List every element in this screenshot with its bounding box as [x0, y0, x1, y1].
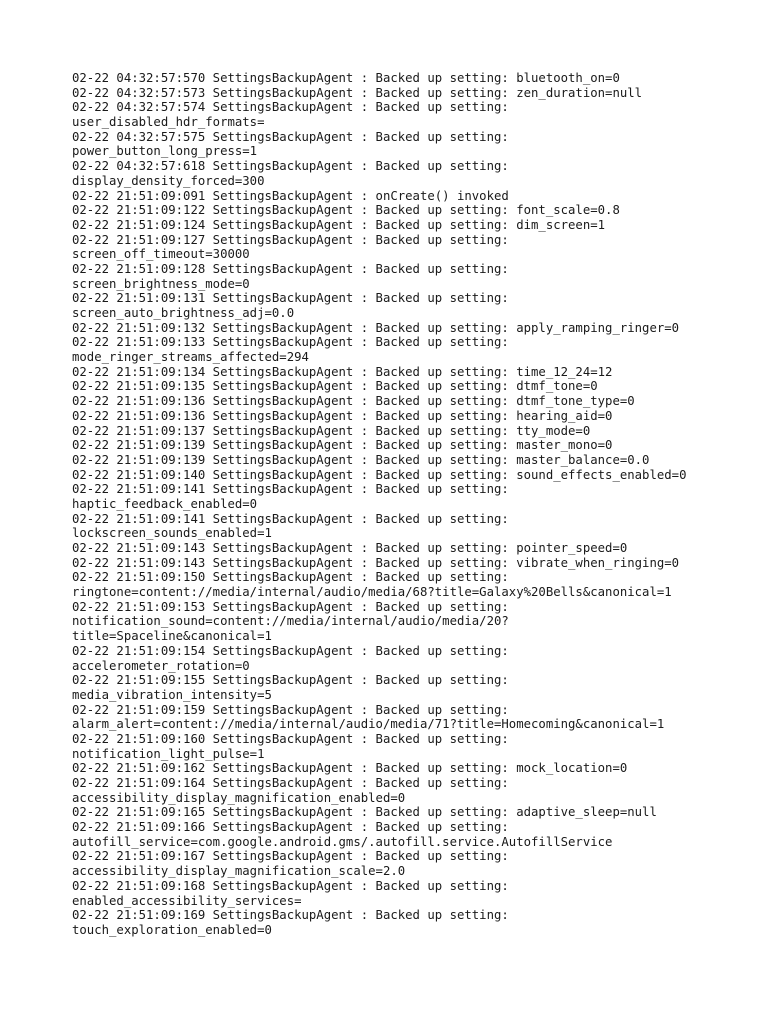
log-line: accelerometer_rotation=0 — [72, 658, 250, 673]
log-line: 02-22 21:51:09:164 SettingsBackupAgent : Backed up setting: — [72, 776, 509, 790]
log-line: 02-22 21:51:09:128 SettingsBackupAgent : Backed up setting: — [72, 261, 509, 276]
log-line: 02-22 04:32:57:570 SettingsBackupAgent : Backed up setting: bluetooth_on=0 — [72, 71, 620, 85]
log-line: 02-22 21:51:09:165 SettingsBackupAgent : Backed up setting: adaptive_sleep=null — [72, 805, 657, 820]
log-line: screen_auto_brightness_adj=0.0 — [72, 306, 295, 320]
log-line: 02-22 21:51:09:136 SettingsBackupAgent : Backed up setting: hearing_aid=0 — [72, 408, 613, 423]
log-line: 02-22 21:51:09:137 SettingsBackupAgent : Backed up setting: tty_mode=0 — [72, 423, 591, 438]
log-line: screen_brightness_mode=0 — [72, 276, 250, 291]
log-line: user_disabled_hdr_formats= — [72, 115, 265, 130]
log-line: 02-22 21:51:09:122 SettingsBackupAgent : Backed up setting: font_scale=0.8 — [72, 203, 620, 218]
log-line: 02-22 21:51:09:155 SettingsBackupAgent : Backed up setting: — [72, 673, 509, 688]
log-line: 02-22 21:51:09:153 SettingsBackupAgent : Backed up setting: — [72, 599, 509, 614]
log-line: lockscreen_sounds_enabled=1 — [72, 526, 272, 541]
log-line: 02-22 21:51:09:167 SettingsBackupAgent : Backed up setting: — [72, 849, 509, 864]
log-line: 02-22 21:51:09:131 SettingsBackupAgent : Backed up setting: — [72, 291, 509, 306]
log-line: ringtone=content://media/internal/audio/media/68?title=Galaxy%20Bells&canonical=1 — [72, 585, 672, 600]
log-text-block — [72, 71, 768, 938]
log-line: 02-22 21:51:09:124 SettingsBackupAgent : Backed up setting: dim_screen=1 — [72, 217, 606, 232]
log-line: 02-22 21:51:09:134 SettingsBackupAgent : Backed up setting: time_12_24=12 — [72, 364, 613, 379]
log-line: 02-22 21:51:09:162 SettingsBackupAgent : Backed up setting: mock_location=0 — [72, 761, 628, 776]
log-line: autofill_service=com.google.android.gms/.autofill.service.AutofillService — [72, 834, 613, 849]
log-line: 02-22 21:51:09:133 SettingsBackupAgent : Backed up setting: — [72, 335, 509, 350]
log-line: accessibility_display_magnification_scale=2.0 — [72, 864, 406, 879]
log-line: 02-22 04:32:57:618 SettingsBackupAgent : Backed up setting: — [72, 159, 509, 174]
log-line: 02-22 21:51:09:140 SettingsBackupAgent : Backed up setting: sound_effects_enabled=0 — [72, 467, 687, 482]
log-line: alarm_alert=content://media/internal/audio/media/71?title=Homecoming&canonical=1 — [72, 717, 665, 732]
log-line: notification_light_pulse=1 — [72, 746, 265, 761]
log-line: 02-22 21:51:09:127 SettingsBackupAgent : Backed up setting: — [72, 232, 509, 247]
log-line: 02-22 21:51:09:154 SettingsBackupAgent : Backed up setting: — [72, 643, 509, 658]
log-line: 02-22 21:51:09:168 SettingsBackupAgent : Backed up setting: — [72, 878, 509, 893]
log-line: 02-22 21:51:09:091 SettingsBackupAgent : onCreate() invoked — [72, 188, 509, 203]
log-line: 02-22 21:51:09:132 SettingsBackupAgent : Backed up setting: apply_ramping_ringer=0 — [72, 320, 680, 335]
log-line: 02-22 21:51:09:141 SettingsBackupAgent : Backed up setting: — [72, 482, 509, 497]
log-line: 02-22 04:32:57:573 SettingsBackupAgent : Backed up setting: zen_duration=null — [72, 85, 643, 100]
log-line: 02-22 21:51:09:166 SettingsBackupAgent : Backed up setting: — [72, 820, 509, 835]
log-line: notification_sound=content://media/internal/audio/media/20? — [72, 614, 509, 629]
log-line: 02-22 21:51:09:135 SettingsBackupAgent : Backed up setting: dtmf_tone=0 — [72, 379, 598, 394]
log-line: 02-22 21:51:09:143 SettingsBackupAgent : Backed up setting: pointer_speed=0 — [72, 541, 628, 555]
log-line: 02-22 04:32:57:575 SettingsBackupAgent : Backed up setting: — [72, 129, 509, 144]
log-line: title=Spaceline&canonical=1 — [72, 629, 272, 644]
log-line: haptic_feedback_enabled=0 — [72, 496, 258, 511]
log-line: 02-22 21:51:09:139 SettingsBackupAgent : Backed up setting: master_balance=0.0 — [72, 452, 650, 467]
log-line: enabled_accessibility_services= — [72, 893, 302, 908]
log-line: 02-22 21:51:09:141 SettingsBackupAgent : Backed up setting: — [72, 511, 509, 526]
log-line: 02-22 21:51:09:150 SettingsBackupAgent : Backed up setting: — [72, 570, 509, 585]
log-line: display_density_forced=300 — [72, 173, 265, 188]
log-line: media_vibration_intensity=5 — [72, 687, 272, 702]
log-line: 02-22 04:32:57:574 SettingsBackupAgent : Backed up setting: — [72, 100, 509, 115]
log-line: 02-22 21:51:09:169 SettingsBackupAgent : Backed up setting: — [72, 908, 509, 923]
log-line: screen_off_timeout=30000 — [72, 247, 250, 262]
log-line: accessibility_display_magnification_enabled=0 — [72, 790, 406, 805]
log-line: 02-22 21:51:09:159 SettingsBackupAgent : Backed up setting: — [72, 702, 509, 717]
log-line: 02-22 21:51:09:139 SettingsBackupAgent : Backed up setting: master_mono=0 — [72, 438, 613, 453]
log-line: touch_exploration_enabled=0 — [72, 922, 272, 937]
log-line: power_button_long_press=1 — [72, 144, 258, 159]
log-line: mode_ringer_streams_affected=294 — [72, 350, 309, 365]
log-line: 02-22 21:51:09:136 SettingsBackupAgent : Backed up setting: dtmf_tone_type=0 — [72, 394, 635, 409]
log-line: 02-22 21:51:09:143 SettingsBackupAgent : Backed up setting: vibrate_when_ringing=0 — [72, 555, 680, 570]
log-line: 02-22 21:51:09:160 SettingsBackupAgent : Backed up setting: — [72, 731, 509, 746]
